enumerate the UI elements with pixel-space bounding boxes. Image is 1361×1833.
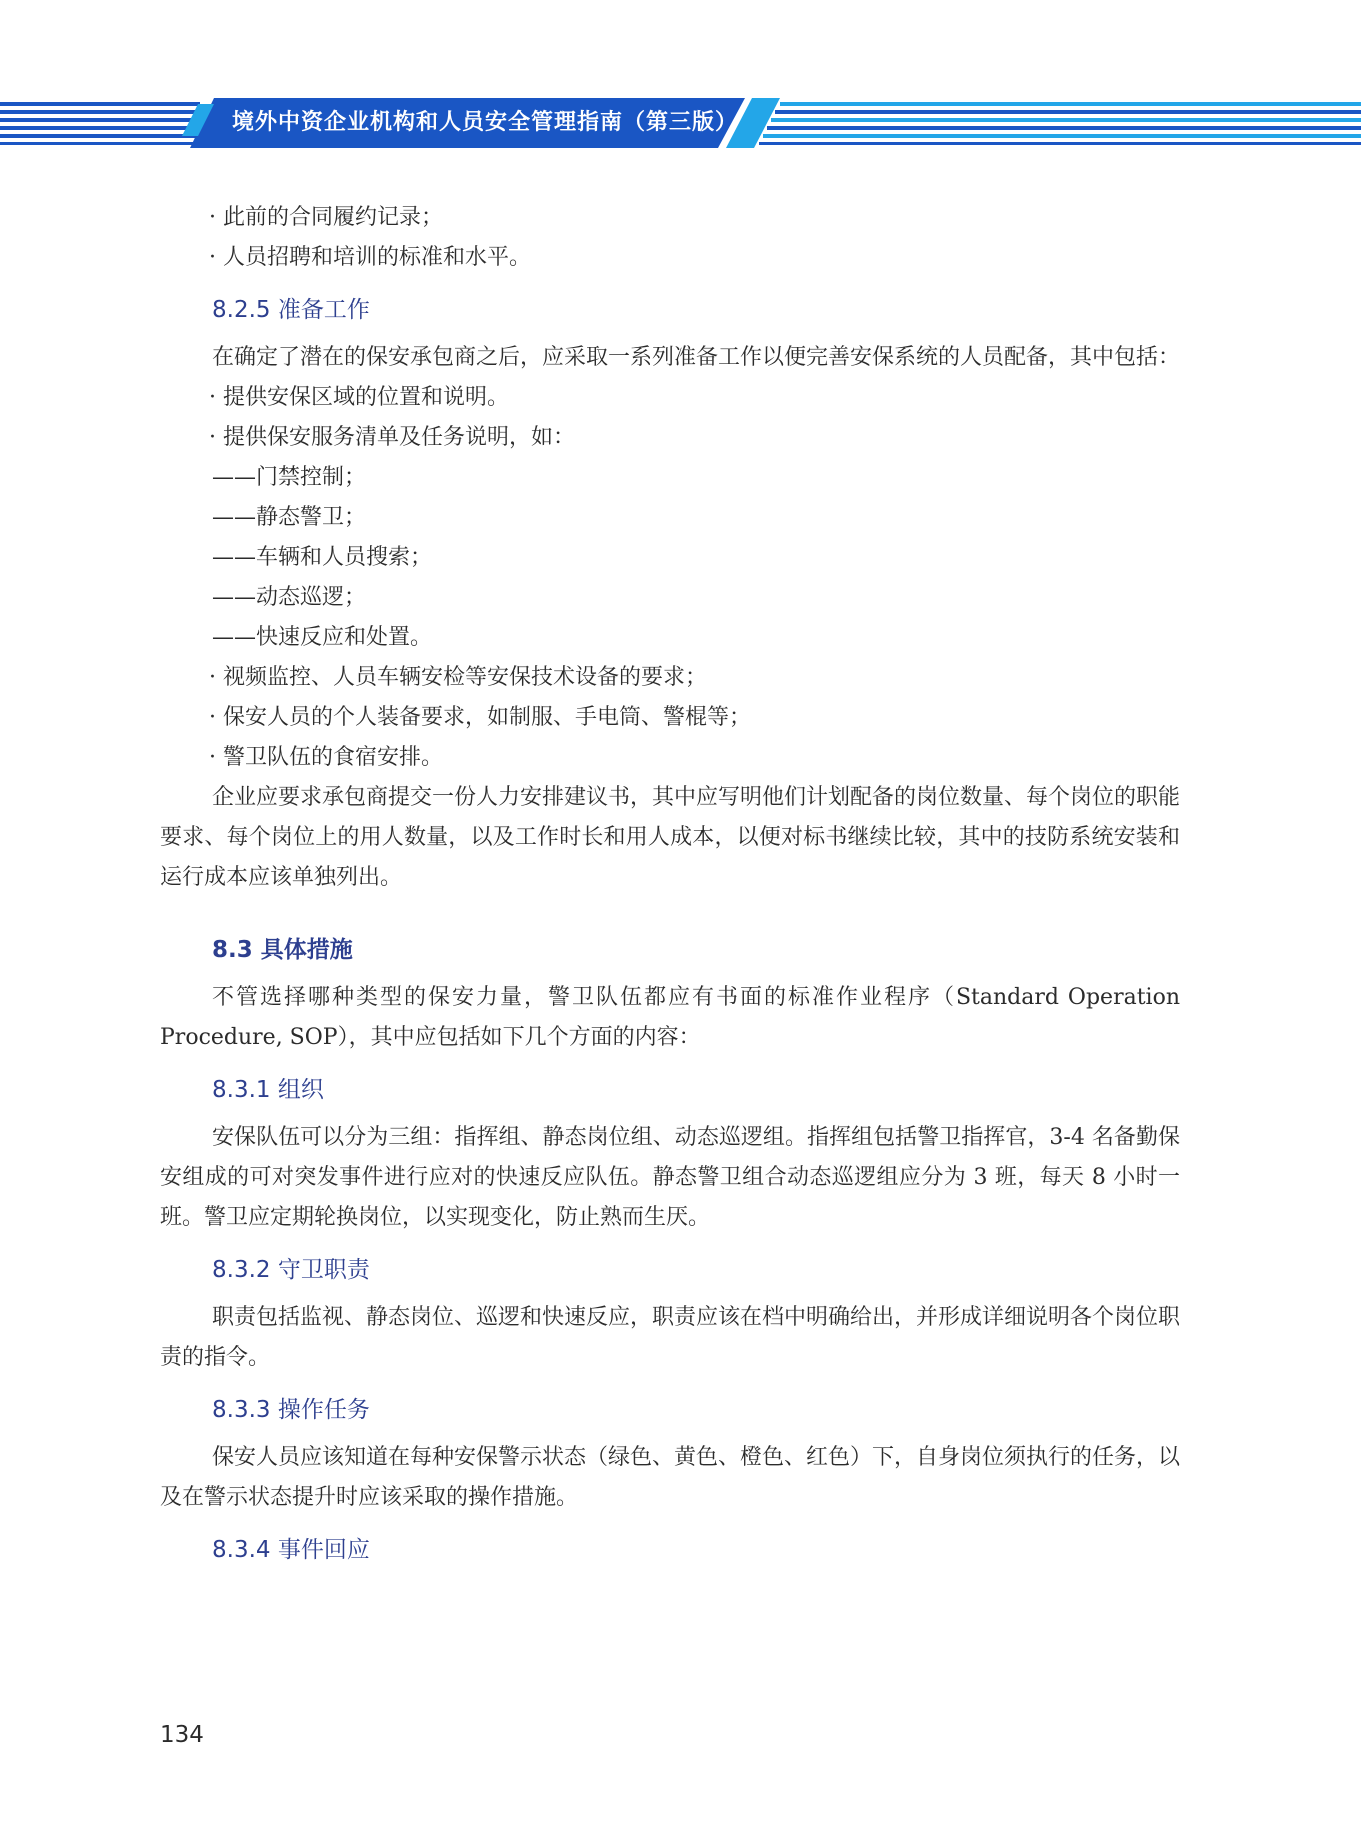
- paragraph-8-3-2: 职责包括监视、静态岗位、巡逻和快速反应，职责应该在档中明确给出，并形成详细说明各个岗位职责的指令。: [160, 1305, 1181, 1370]
- bullet-item: · 提供安保区域的位置和说明。: [209, 385, 509, 410]
- page-content: [160, 198, 1180, 1578]
- section-heading-8-3-2: 8.3.2 守卫职责: [212, 1257, 370, 1283]
- dash-item: ——动态巡逻；: [212, 585, 367, 610]
- dash-item: ——快速反应和处置。: [212, 625, 433, 650]
- section-heading-8-3-3: 8.3.3 操作任务: [212, 1397, 370, 1423]
- header-title: 境外中资企业机构和人员安全管理指南（第三版）: [232, 110, 739, 135]
- bullet-item: · 人员招聘和培训的标准和水平。: [209, 245, 531, 270]
- section-heading-8-3: 8.3 具体措施: [212, 937, 353, 963]
- bullet-item: · 视频监控、人员车辆安检等安保技术设备的要求；: [209, 665, 707, 690]
- bullet-item: · 此前的合同履约记录；: [209, 205, 443, 230]
- dash-item: ——门禁控制；: [212, 465, 367, 490]
- dash-item: ——静态警卫；: [212, 505, 367, 530]
- paragraph-8-3-1: 安保队伍可以分为三组：指挥组、静态岗位组、动态巡逻组。指挥组包括警卫指挥官，3-4 名备勤保安组成的可对突发事件进行应对的快速反应队伍。静态警卫组合动态巡逻组应分为 3 班，每天 8 小时一班。警卫应定期轮换岗位，以实现变化，防止熟而生厌。: [160, 1125, 1180, 1230]
- section-heading-8-3-1: 8.3.1 组织: [212, 1077, 324, 1103]
- bullet-item: · 保安人员的个人装备要求，如制服、手电筒、警棍等；: [209, 705, 751, 730]
- bullet-item: · 警卫队伍的食宿安排。: [209, 745, 443, 770]
- section-heading-8-2-5: 8.2.5 准备工作: [212, 297, 370, 323]
- section-heading-8-3-4: 8.3.4 事件回应: [212, 1537, 370, 1563]
- dash-item: ——车辆和人员搜索；: [212, 545, 433, 570]
- bullet-item: · 提供保安服务清单及任务说明，如：: [209, 425, 575, 450]
- header-banner: [0, 96, 1361, 152]
- page-number: 134: [160, 1722, 204, 1748]
- paragraph-8-3-3: 保安人员应该知道在每种安保警示状态（绿色、黄色、橙色、红色）下，自身岗位须执行的任务，以及在警示状态提升时应该采取的操作措施。: [160, 1445, 1181, 1510]
- paragraph-intro-8-3: 不管选择哪种类型的保安力量，警卫队伍都应有书面的标准作业程序（Standard Operation Procedure, SOP），其中应包括如下几个方面的内容：: [160, 985, 1180, 1050]
- paragraph-closing-8-2-5: 企业应要求承包商提交一份人力安排建议书，其中应写明他们计划配备的岗位数量、每个岗位的职能要求、每个岗位上的用人数量，以及工作时长和用人成本，以便对标书继续比较，其中的技防系统安装和运行成本应该单独列出。: [160, 785, 1181, 890]
- paragraph-intro-8-2-5: 在确定了潜在的保安承包商之后，应采取一系列准备工作以便完善安保系统的人员配备，其中包括：: [212, 345, 1181, 370]
